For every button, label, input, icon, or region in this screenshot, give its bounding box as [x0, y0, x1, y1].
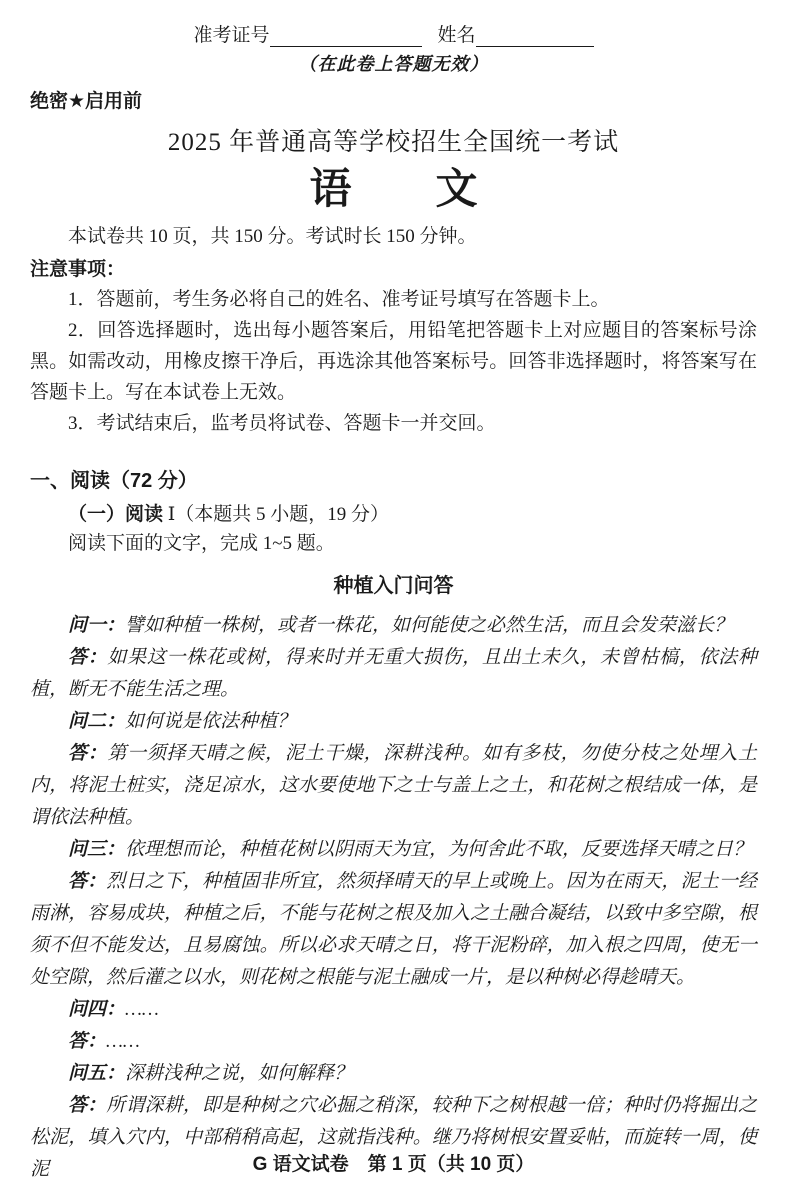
qa-label: 答： — [68, 647, 108, 669]
note-item-2: 2．回答选择题时，选出每小题答案后，用铅笔把答题卡上对应题目的答案标号涂黑。如需改动，用橡皮擦干净后，再选涂其他答案标号。回答非选择题时，将答案写在答题卡上。写在本试卷上无效。 — [30, 320, 757, 404]
qa-text: 所谓深耕，即是种树之穴必掘之稍深，较种下之树根越一倍；种时仍将掘出之松泥，填入穴内，中部稍稍高起，这就指浅种。继乃将树根安置妥帖，而旋转一周，使泥 — [30, 1095, 757, 1181]
qa-paragraph-q3 — [30, 834, 757, 866]
reading-instruction: 阅读下面的文字，完成 1~5 题。 — [68, 533, 335, 555]
passage-title: 种植入门问答 — [333, 575, 454, 598]
qa-paragraph-a1 — [30, 642, 757, 706]
notes-heading: 注意事项： — [30, 259, 126, 281]
qa-paragraph-a3 — [30, 866, 757, 994]
qa-text: 第一须择天晴之候，泥土干燥，深耕浅种。如有多枝，勿使分枝之处埋入土内，将泥土桩实，浇足凉水，这水要使地下之士与盖上之土，和花树之根结成一体，是谓依法种植。 — [30, 743, 757, 829]
qa-label: 答： — [68, 1031, 107, 1053]
exam-no-label: 准考证号 — [193, 25, 270, 46]
candidate-info-line — [30, 20, 757, 47]
sub-title-bold-part: （一）阅读 — [68, 504, 164, 526]
qa-text: 烈日之下，种植固非所宜，然须择晴天的早上或晚上。因为在雨天，泥土一经雨淋，容易成块，种植之后，不能与花树之根及加入之土融合凝结，以致中多空隙，根须不但不能发达，且易腐蚀。所以必求天晴之日，将干泥粉碎，加入根之四周，使无一处空隙，然后灌之以水，则花树之根能与泥土融成一片，是以种树必得趁晴天。 — [30, 871, 757, 989]
exam-no-blank-field — [270, 27, 422, 47]
qa-label: 答： — [68, 1095, 107, 1117]
name-blank-field — [476, 27, 594, 47]
exam-title: 2025 年普通高等学校招生全国统一考试 — [167, 129, 620, 156]
qa-text: 依理想而论，种植花树以阴雨天为宜，为何舍此不取，反要选择天晴之日？ — [125, 839, 753, 861]
qa-label: 答： — [68, 743, 108, 765]
page-footer: G 语文试卷 第 1 页（共 10 页） — [252, 1154, 535, 1175]
sub-title-rest-part: Ⅰ（本题共 5 小题，19 分） — [163, 504, 390, 526]
qa-text: 深耕浅种之说，如何解释？ — [125, 1063, 354, 1085]
answer-invalid-notice: （在此卷上答题无效） — [298, 54, 489, 74]
qa-paragraph-q2 — [30, 706, 757, 738]
section-sub-title — [30, 500, 757, 529]
qa-label: 问三： — [68, 839, 126, 861]
qa-paragraph-a2 — [30, 738, 757, 834]
paper-info: 本试卷共 10 页，共 150 分。考试时长 150 分钟。 — [68, 226, 477, 248]
secret-label: 绝密★启用前 — [30, 91, 143, 112]
qa-text: 如果这一株花或树，得来时并无重大损伤，且出土未久，未曾枯槁，依法种植，断无不能生活之理。 — [30, 647, 757, 701]
qa-text: …… — [106, 1031, 140, 1053]
qa-label: 问一： — [68, 615, 126, 637]
qa-paragraph-q5 — [30, 1058, 757, 1090]
qa-paragraph-a4 — [30, 1026, 757, 1058]
qa-paragraph-q1 — [30, 610, 757, 642]
note-item-3: 3．考试结束后，监考员将试卷、答题卡一并交回。 — [68, 413, 496, 435]
qa-label: 问二： — [68, 711, 126, 733]
qa-label: 答： — [68, 871, 107, 893]
qa-label: 问四： — [68, 999, 126, 1021]
name-label: 姓名 — [437, 25, 476, 46]
section-part-title: 一、阅读（72 分） — [30, 470, 198, 493]
qa-text: 譬如种植一株树，或者一株花，如何能使之必然生活，而且会发荣滋长？ — [125, 615, 734, 637]
qa-label: 问五： — [68, 1063, 126, 1085]
qa-text: …… — [125, 999, 159, 1021]
note-item-1: 1．答题前，考生务必将自己的姓名、准考证号填写在答题卡上。 — [68, 289, 610, 311]
subject-title: 语 文 — [309, 165, 478, 212]
qa-paragraph-q4 — [30, 994, 757, 1026]
qa-text: 如何说是依法种植？ — [125, 711, 297, 733]
